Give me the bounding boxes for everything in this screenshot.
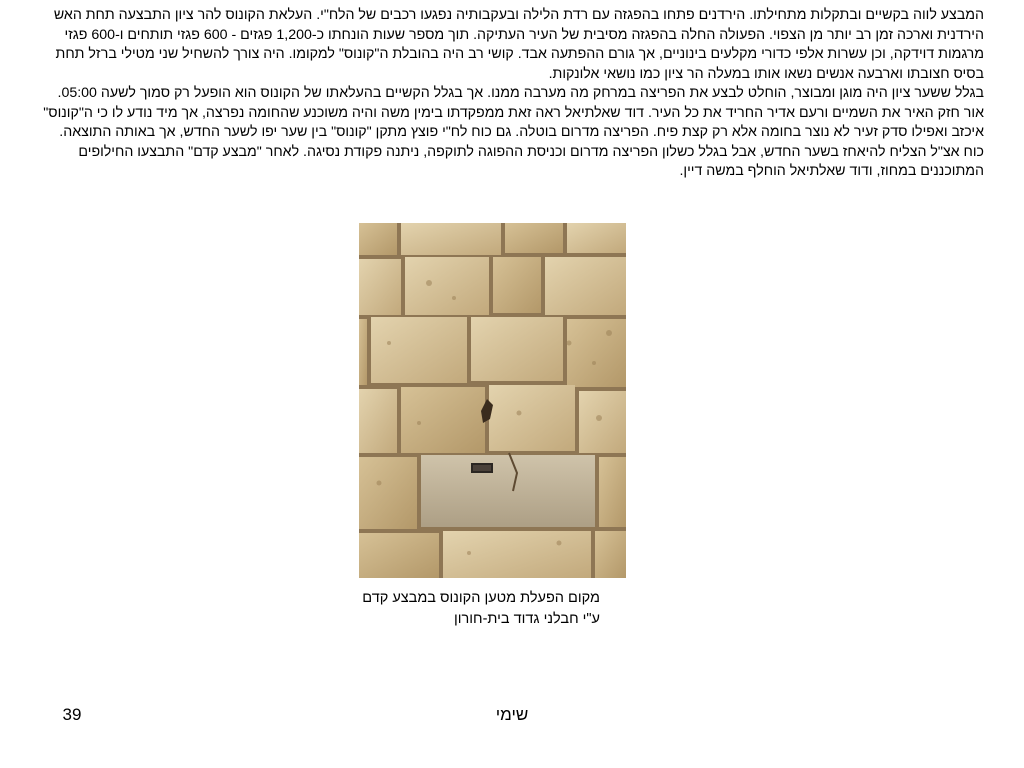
paragraph-2: בגלל ששער ציון היה מוגן ומבוצר, הוחלט לבצע את הפריצה במרחק מה מערבה ממנו. אך בגלל הקשיים בהעלאתו של הקונוס הוא הופעל רק סמוך לשעה 05:00. אור חזק האיר את השמיים ורעם אדיר החריד את כל העיר. דוד שאלתיאל ראה זאת ממפקדתו בימין משה והיה משוכנע שהחומה נפרצה, אך מיד נודע לו כי ה"קונוס" איכזב ואפילו סדק זעיר לא נוצר בחומה אלא רק קצת פיח. הפריצה מדרום בוטלה. גם כוח לח"י פוצץ מתקן "קונוס" בין שער יפו לשער החדש, אך באותה התוצאה. כוח אצ"ל הצליח להיאחז בשער החדש, אבל בגלל כשלון הפריצה מדרום וכניסת ההפוגה לתוקפה, ניתנה פקודת נסיגה. לאחר "מבצע קדם" התבצעו החילופים המתוכננים במחוז, ודוד שאלתיאל הוחלף במשה דיין. xyxy=(43,85,984,179)
caption-line-2: ע"י חבלני גדוד בית-חורון xyxy=(453,611,600,627)
body-text xyxy=(38,6,984,182)
stone-wall-photo xyxy=(359,223,626,578)
footer-author: שימי xyxy=(495,705,529,724)
page-number: 39 xyxy=(62,705,82,724)
paragraph-1: המבצע לווה בקשיים ובתקלות מתחילתו. הירדנים פתחו בהפגזה עם רדת הלילה ובעקבותיה נפגעו רכבים של הלח"י. העלאת הקונוס להר ציון התבצעה תחת האש הירדנית וארכה זמן רב יותר מן הצפוי. הפעולה החלה בהפגזה מסיבית של העיר העתיקה. תוך מספר שעות הונחתו כ-1,200 פגזים - 600 פגזי תותחים ו-600 פגזי מרגמות דוידקה, וכן עשרות אלפי כדורי מקלעים בינוניים, אך גורם ההפתעה אבד. קושי רב היה בהובלת ה"קונוס" למקומו. היה צורך להשחיל שני מטילי ברזל תחת בסיס חצובתו וארבעה אנשים נשאו אותו במעלה הר ציון כמו נושאי אלונקות. xyxy=(53,7,984,82)
caption-line-1: מקום הפעלת מטען הקונוס במבצע קדם xyxy=(362,590,600,606)
photo-caption xyxy=(330,588,600,630)
